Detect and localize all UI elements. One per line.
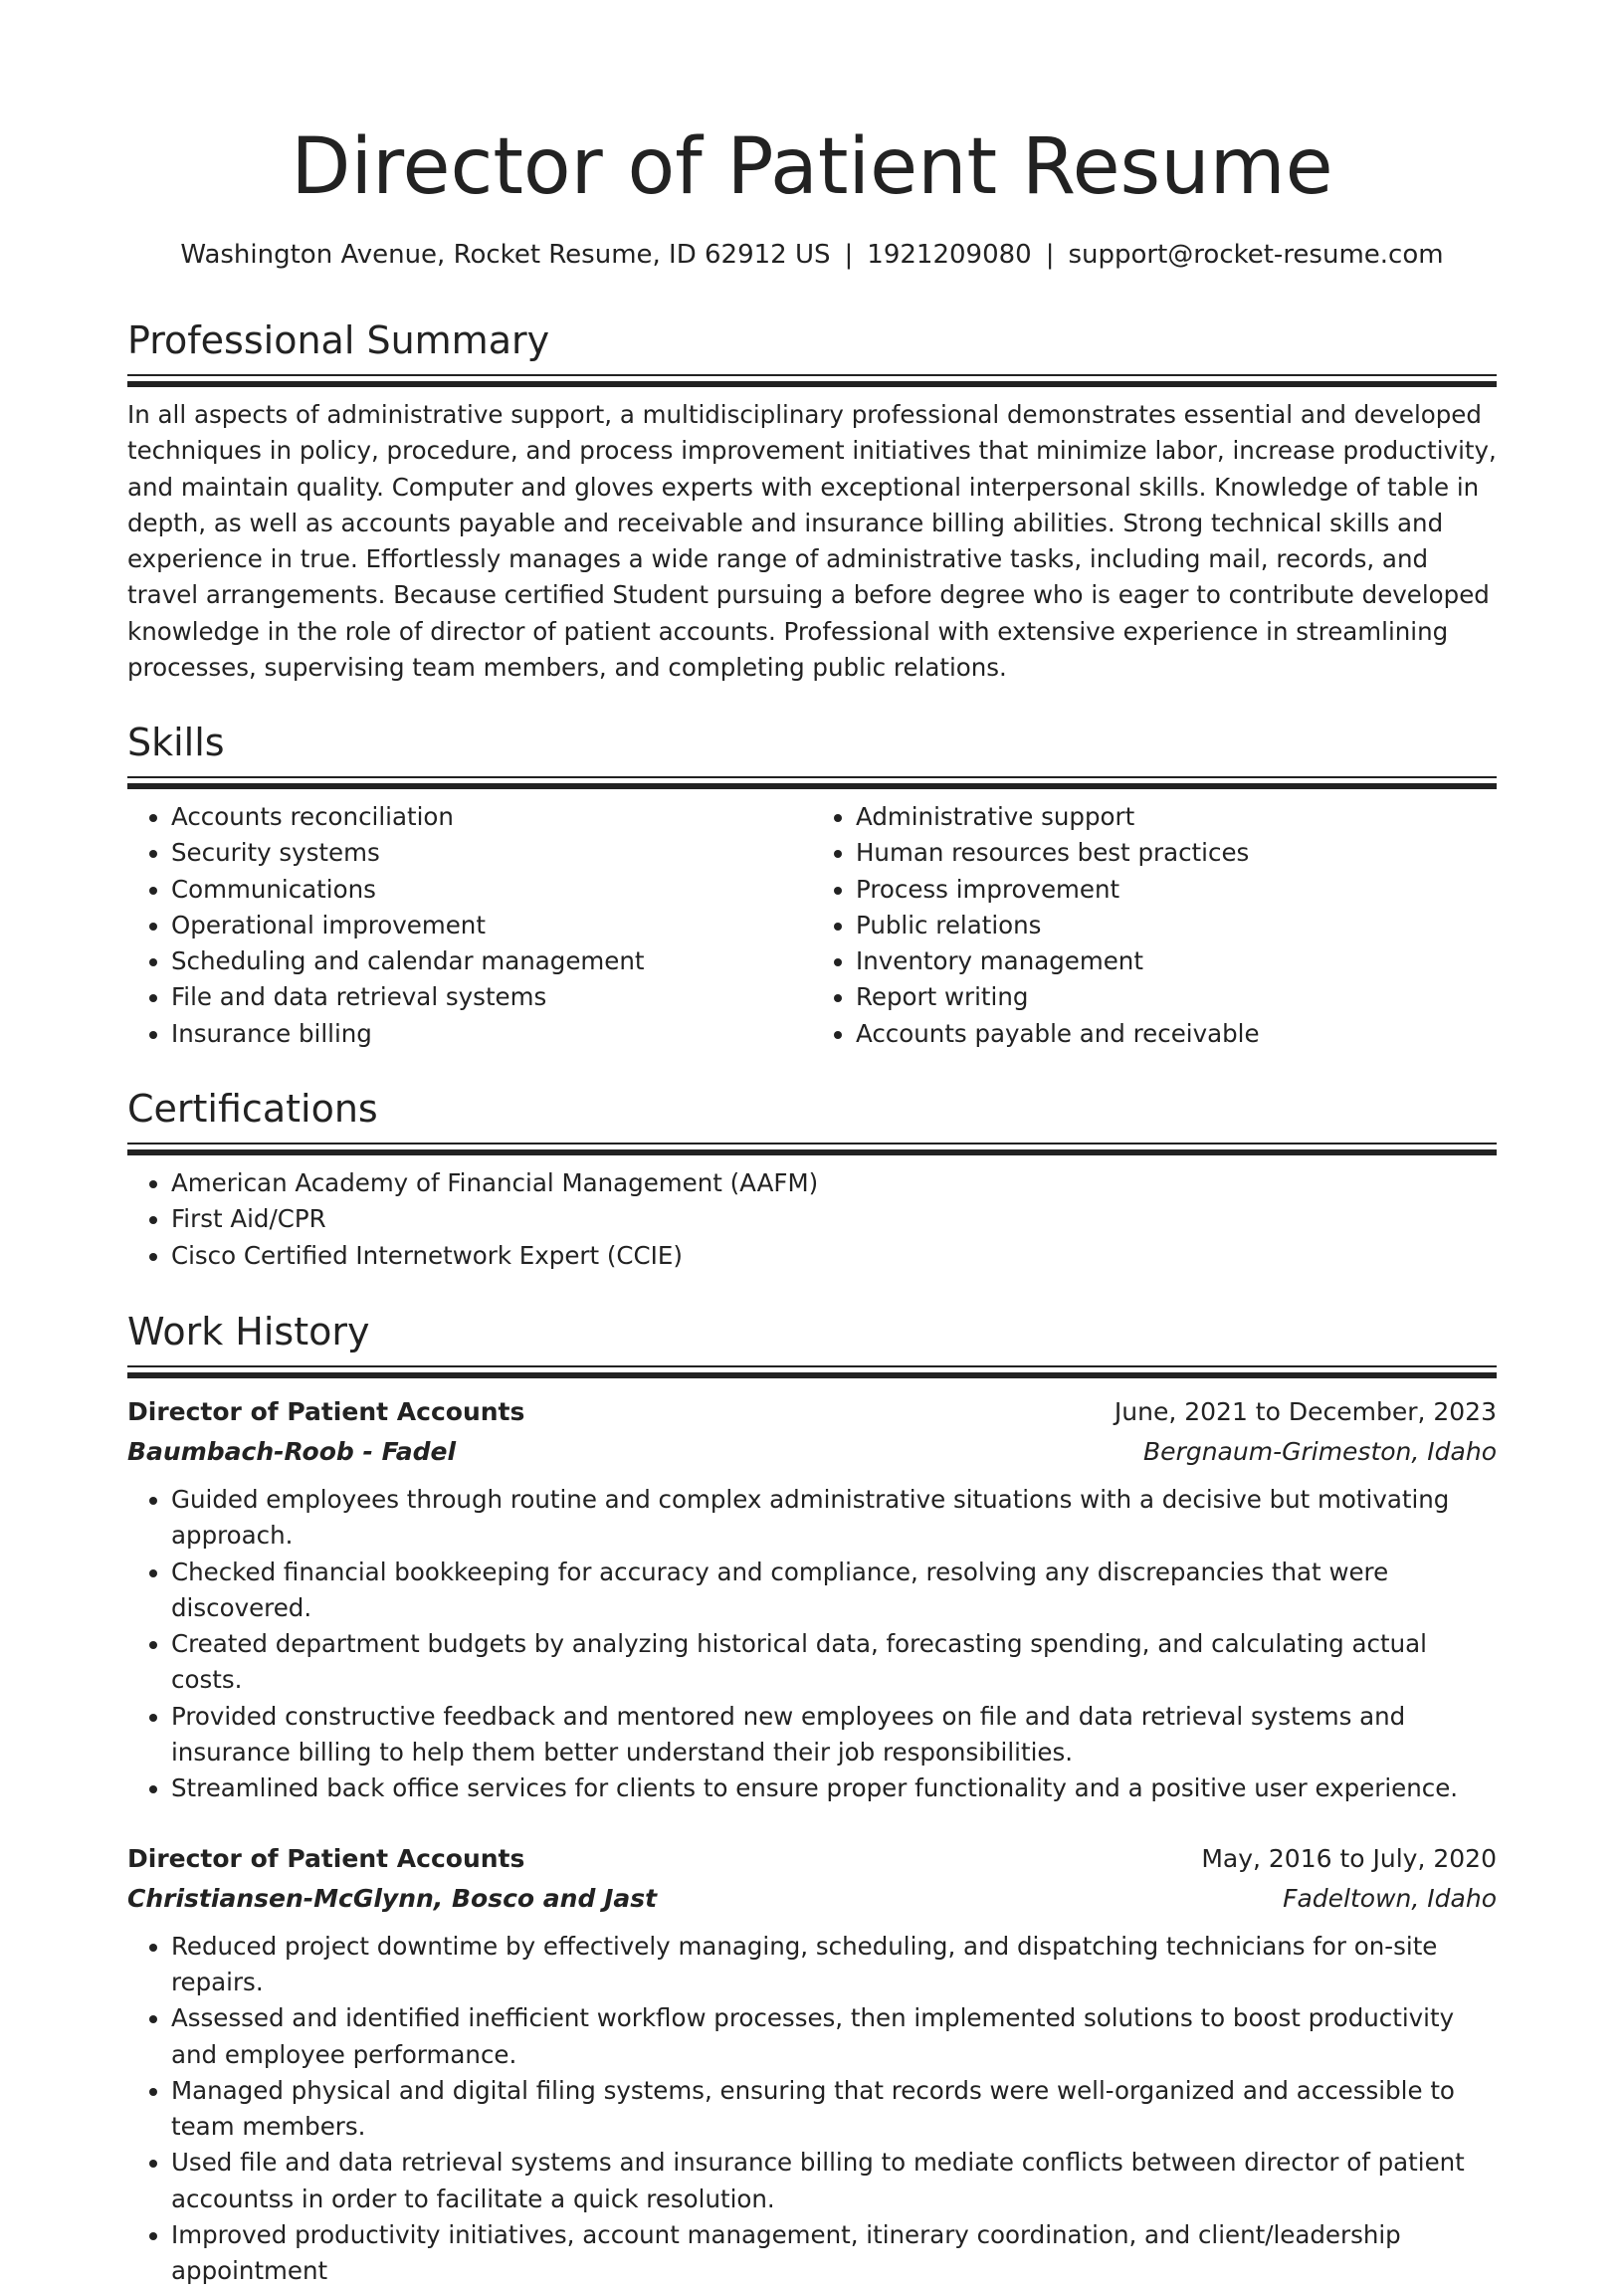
job-bullet: • Created department budgets by analyzing historical data, forecasting spending, and calculating actual costs. <box>171 1626 1497 1699</box>
job-subheader <box>127 1879 1497 1919</box>
phone: 1921209080 <box>867 240 1032 270</box>
job-bullet: • Checked financial bookkeeping for accuracy and compliance, resolving any discrepancies that were discovered. <box>171 1555 1497 1627</box>
summary-text: In all aspects of administrative support, a multidisciplinary professional demonstrates essential and developed techniques in policy, procedure, and process improvement initiatives that minimize labor, increase productivity, and maintain quality. Computer and gloves experts with exceptional interpersonal skills. Knowledge of table in depth, as well as accounts payable and receivable and insurance billing abilities. Strong technical skills and experience in true. Effortlessly manages a wide range of administrative tasks, including mail, records, and travel arrangements. Because certified Student pursuing a before degree who is eager to contribute developed knowledge in the role of director of patient accounts. Professional with extensive experience in streamlining processes, supervising team members, and completing public relations. <box>127 400 1497 683</box>
job-bullet: • Provided constructive feedback and mentored new employees on file and data retrieval systems and insurance billing to help them better understand their job responsibilities. <box>171 1699 1497 1771</box>
skill-item: • File and data retrieval systems <box>171 979 812 1015</box>
job-bullet: • Used file and data retrieval systems and insurance billing to mediate conflicts between director of patient accountss in order to facilitate a quick resolution. <box>171 2145 1497 2217</box>
skill-item: • Public relations <box>856 908 1497 943</box>
skills-right-list <box>812 799 1497 1052</box>
job-dates: June, 2021 to December, 2023 <box>1114 1397 1497 1426</box>
job-subheader <box>127 1432 1497 1472</box>
job-bullet: • Guided employees through routine and complex administrative situations with a decisive but motivating approach. <box>171 1482 1497 1555</box>
section-rule-thick <box>127 1149 1497 1155</box>
skills-section <box>127 719 1497 1052</box>
job-bullets <box>127 1929 1497 2290</box>
skill-item: • Accounts reconciliation <box>171 799 812 835</box>
section-rule <box>127 776 1497 778</box>
summary-heading: Professional Summary <box>127 318 550 362</box>
job-entry <box>127 1392 1497 1807</box>
resume-title: Director of Patient Resume <box>291 122 1333 212</box>
work-history-section <box>127 1308 1497 2290</box>
job-bullet: • Managed physical and digital filing systems, ensuring that records were well-organized and accessible to team members. <box>171 2073 1497 2146</box>
skill-item: • Communications <box>171 872 812 908</box>
job-bullets <box>127 1482 1497 1807</box>
skill-item: • Accounts payable and receivable <box>856 1016 1497 1052</box>
skill-item: • Human resources best practices <box>856 835 1497 871</box>
skill-item: • Administrative support <box>856 799 1497 835</box>
skill-item: • Report writing <box>856 979 1497 1015</box>
skill-item: • Inventory management <box>856 943 1497 979</box>
summary-section <box>127 316 1497 686</box>
skills-heading: Skills <box>127 721 225 764</box>
skill-item: • Process improvement <box>856 872 1497 908</box>
address: Washington Avenue, Rocket Resume, ID 62912 US <box>180 240 831 270</box>
skills-left-list <box>127 799 812 1052</box>
company-name: Christiansen-McGlynn, Bosco and Jast <box>127 1883 658 1913</box>
certifications-heading: Certifications <box>127 1087 378 1131</box>
section-rule <box>127 1365 1497 1367</box>
section-rule-thick <box>127 381 1497 387</box>
certification-item: • First Aid/CPR <box>171 1201 1497 1237</box>
email: support@rocket-resume.com <box>1068 240 1444 270</box>
certifications-section <box>127 1085 1497 1274</box>
job-bullet: • Assessed and identified inefficient workflow processes, then implemented solutions to boost productivity and employee performance. <box>171 2000 1497 2073</box>
skill-item: • Security systems <box>171 835 812 871</box>
job-title: Director of Patient Accounts <box>127 1843 525 1873</box>
company-name: Baumbach-Roob - Fadel <box>127 1437 457 1466</box>
job-title: Director of Patient Accounts <box>127 1397 525 1426</box>
contact-line <box>0 237 1624 273</box>
skill-item: • Scheduling and calendar management <box>171 943 812 979</box>
job-entry <box>127 1839 1497 2290</box>
section-rule <box>127 374 1497 376</box>
certification-item: • American Academy of Financial Management (AAFM) <box>171 1165 1497 1201</box>
certifications-list <box>127 1165 1497 1274</box>
job-bullet: • Streamlined back office services for clients to ensure proper functionality and a positive user experience. <box>171 1770 1497 1806</box>
job-header <box>127 1392 1497 1432</box>
job-header <box>127 1839 1497 1879</box>
separator: | <box>844 240 854 270</box>
job-dates: May, 2016 to July, 2020 <box>1201 1843 1497 1873</box>
section-rule-thick <box>127 783 1497 789</box>
separator: | <box>1045 240 1055 270</box>
job-bullet: • Reduced project downtime by effectively managing, scheduling, and dispatching technicians for on-site repairs. <box>171 1929 1497 2001</box>
section-rule-thick <box>127 1372 1497 1378</box>
work-history-heading: Work History <box>127 1310 370 1353</box>
skills-grid <box>127 799 1497 1052</box>
job-location: Bergnaum-Grimeston, Idaho <box>1143 1437 1497 1466</box>
job-bullet: • Improved productivity initiatives, account management, itinerary coordination, and client/leadership appointment <box>171 2217 1497 2290</box>
skill-item: • Operational improvement <box>171 908 812 943</box>
section-rule <box>127 1143 1497 1145</box>
job-location: Fadeltown, Idaho <box>1283 1883 1497 1913</box>
certification-item: • Cisco Certified Internetwork Expert (CCIE) <box>171 1238 1497 1274</box>
skill-item: • Insurance billing <box>171 1016 812 1052</box>
